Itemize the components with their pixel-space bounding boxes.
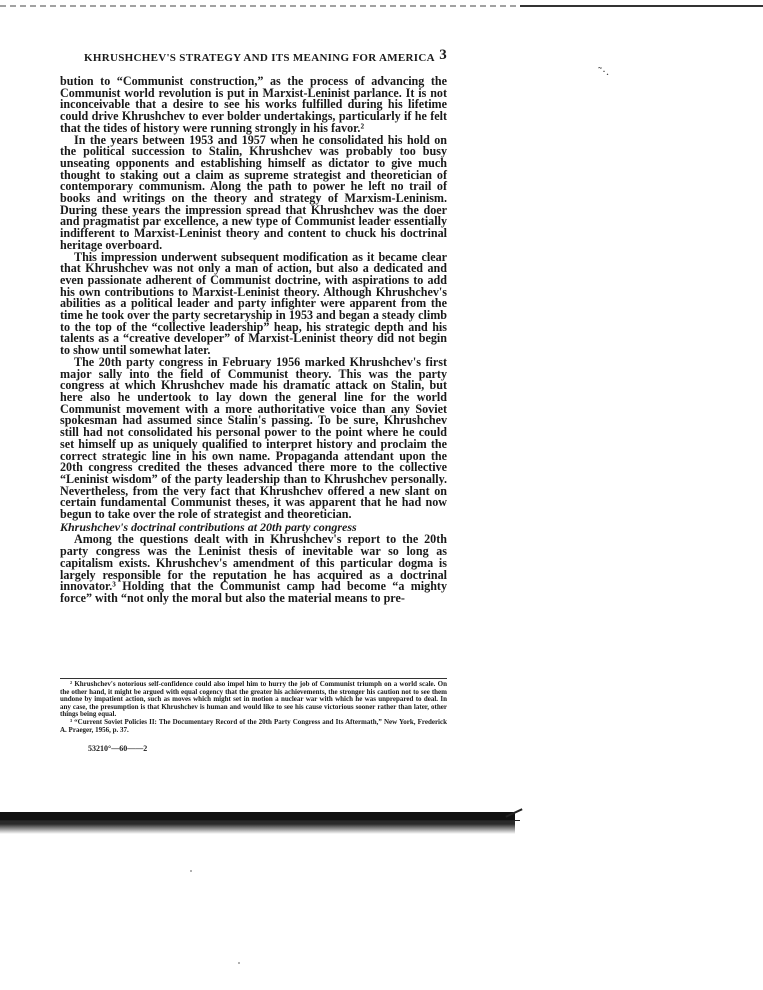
section-heading: Khrushchev's doctrinal contributions at 20th party congress — [60, 519, 357, 534]
scan-speck — [190, 870, 192, 872]
paragraph-impression-modified: This impression underwent subsequent modification as it became clear that Khrushchev was not only a man of action, but also a dedicated and even passionate adherent of Communist doctrine, with aspirations to add his own contributions to Marxist-Leninist theory. Although Khrushchev's abilities as a political leader and party infighter were apparent from the time he took over the party secretaryship in 1953 and began a steady climb to the top of the “collective leadership” heap, his strategic depth and his talents as a “creative developer” of Marxist-Leninist theory did not begin to show until somewhat later. — [60, 249, 447, 358]
scan-speck — [238, 962, 240, 964]
main-text — [60, 76, 447, 605]
footnote-3: ³ “Current Soviet Policies II: The Documentary Record of the 20th Party Congress and Its Aftermath,” New York, Frederick A. Praeger, 1956, p. 37. — [60, 717, 447, 734]
page-number: 3 — [439, 47, 447, 63]
paragraph-1953-1957: In the years between 1953 and 1957 when he consolidated his hold on the political succession to Stalin, Khrushchev was probably too busy unseating opponents and establishing himself as dictator to give much thought to staking out a claim as supreme strategist and theoretician of contemporary communism. Along the path to power he left no trail of books and writings on the theory and strategy of Marxism-Leninism. During these years the impression spread that Khrushchev was the doer and pragmatist par excellence, a new type of Communist leader essentially indifferent to Marxist-Leninist theory and content to chuck his doctrinal heritage overboard. — [60, 132, 447, 252]
footnote-2: ² Khrushchev's notorious self-confidence could also impel him to hurry the job of Communist triumph on a world scale. On the other hand, it might be argued with equal cogency that the greater his achievements, the stronger his caution not to see them undone by impatient action, such as moves which might set in motion a nuclear war with which he was unprepared to deal. In any case, the presumption is that Khrushchev is human and would like to see his cause victorious sooner rather than later, other things being equal. — [60, 680, 447, 719]
stray-scan-mark: ˜·. — [598, 64, 609, 78]
paragraph-continuation: bution to “Communist construction,” as the process of advancing the Communist world revolution is put in Marxist-Leninist parlance. It is not inconceivable that a desire to see his works fulfilled during his lifetime could drive Khrushchev to ever bolder undertakings, particularly if he felt that the tides of history were running strongly in his favor.² — [60, 74, 447, 135]
paragraph-20th-congress: The 20th party congress in February 1956 marked Khrushchev's first major sally into the field of Communist theory. This was the party congress at which Khrushchev made his dramatic attack on Stalin, but here also he undertook to lay down the general line for the world Communist movement with a more authoritative voice than any Soviet spokesman had assumed since Stalin's passing. To be sure, Khrushchev still had not consolidated his personal power to the point where he could set himself up as uniquely qualified to interpret history and proclaim the correct strategic line in his own name. Propaganda attendant upon the 20th congress credited the theses advanced there more to the collective “Leninist wisdom” of the party leadership than to Khrushchev personally. Nevertheless, from the very fact that Khrushchev offered a new slant on certain fundamental Communist theses, it was apparent that he had now begun to take over the role of strategist and theoretician. — [60, 354, 447, 522]
running-header — [60, 47, 447, 66]
paragraph-inevitable-war: Among the questions dealt with in Khrushchev's report to the 20th party congress was the Leninist thesis of inevitable war so long as capitalism exists. Khrushchev's amendment of this particular dogma is largely responsible for the reputation he has acquired as a doctrinal innovator.³ Holding that the Communist camp had become “a mighty force” with “not only the moral but also the material means to pre- — [60, 532, 447, 605]
running-header-title: KHRUSHCHEV'S STRATEGY AND ITS MEANING FOR AMERICA — [84, 52, 435, 64]
scan-bottom-line — [0, 820, 520, 821]
scan-bottom-shadow — [0, 812, 515, 834]
print-code: 53210°—60——2 — [88, 744, 148, 753]
footnotes — [60, 678, 447, 734]
scan-top-solid-rule — [520, 5, 763, 7]
